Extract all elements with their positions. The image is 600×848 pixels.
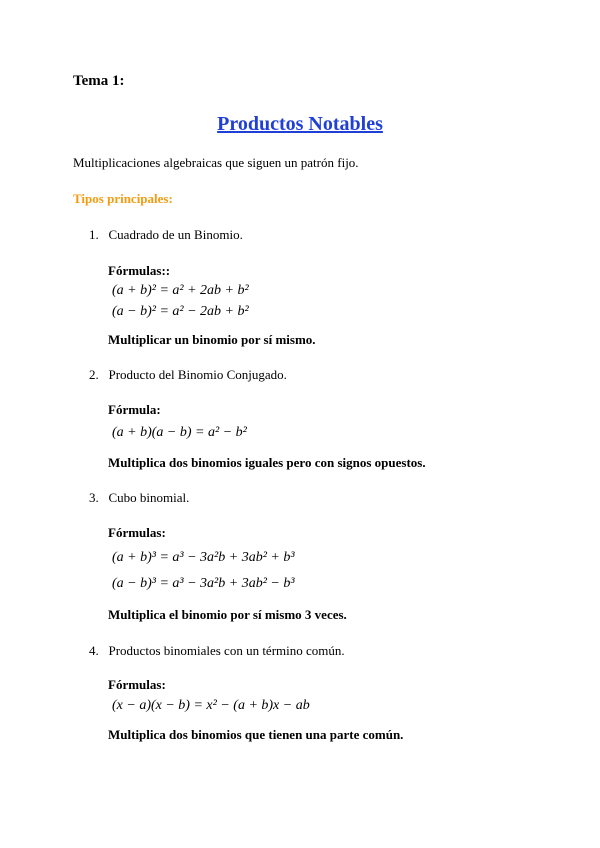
- list-item-title: Producto del Binomio Conjugado.: [108, 367, 287, 382]
- list-number: 1.: [89, 227, 99, 242]
- list-item-title: Cuadrado de un Binomio.: [108, 227, 243, 242]
- item-description: Multiplica dos binomios iguales pero con signos opuestos.: [108, 455, 426, 470]
- formula: (a + b)³ = a³ − 3a²b + 3ab² + b³: [112, 550, 295, 565]
- formula: (x − a)(x − b) = x² − (a + b)x − ab: [112, 698, 310, 713]
- list-item-1: [89, 227, 243, 243]
- page-title[interactable]: Productos Notables: [217, 113, 383, 135]
- section-heading: Tipos principales:: [73, 191, 173, 206]
- item-description: Multiplica dos binomios que tienen una parte común.: [108, 727, 404, 742]
- formula: (a + b)² = a² + 2ab + b²: [112, 283, 249, 298]
- list-item-2: [89, 367, 287, 383]
- list-number: 2.: [89, 367, 99, 382]
- intro-text: Multiplicaciones algebraicas que siguen un patrón fijo.: [73, 155, 359, 170]
- formula: (a + b)(a − b) = a² − b²: [112, 425, 247, 440]
- formulas-label: Fórmulas::: [108, 263, 171, 278]
- list-number: 3.: [89, 490, 99, 505]
- item-description: Multiplicar un binomio por sí mismo.: [108, 332, 316, 347]
- formulas-label: Fórmulas:: [108, 525, 166, 540]
- list-number: 4.: [89, 643, 99, 658]
- formulas-label: Fórmula:: [108, 402, 161, 417]
- list-item-title: Productos binomiales con un término común.: [108, 643, 345, 658]
- formula: (a − b)³ = a³ − 3a²b + 3ab² − b³: [112, 576, 295, 591]
- formulas-label: Fórmulas:: [108, 677, 166, 692]
- item-description: Multiplica el binomio por sí mismo 3 veces.: [108, 607, 347, 622]
- list-item-4: [89, 643, 345, 659]
- list-item-title: Cubo binomial.: [108, 490, 190, 505]
- list-item-3: [89, 490, 189, 506]
- topic-label: Tema 1:: [73, 73, 125, 89]
- formula: (a − b)² = a² − 2ab + b²: [112, 304, 249, 319]
